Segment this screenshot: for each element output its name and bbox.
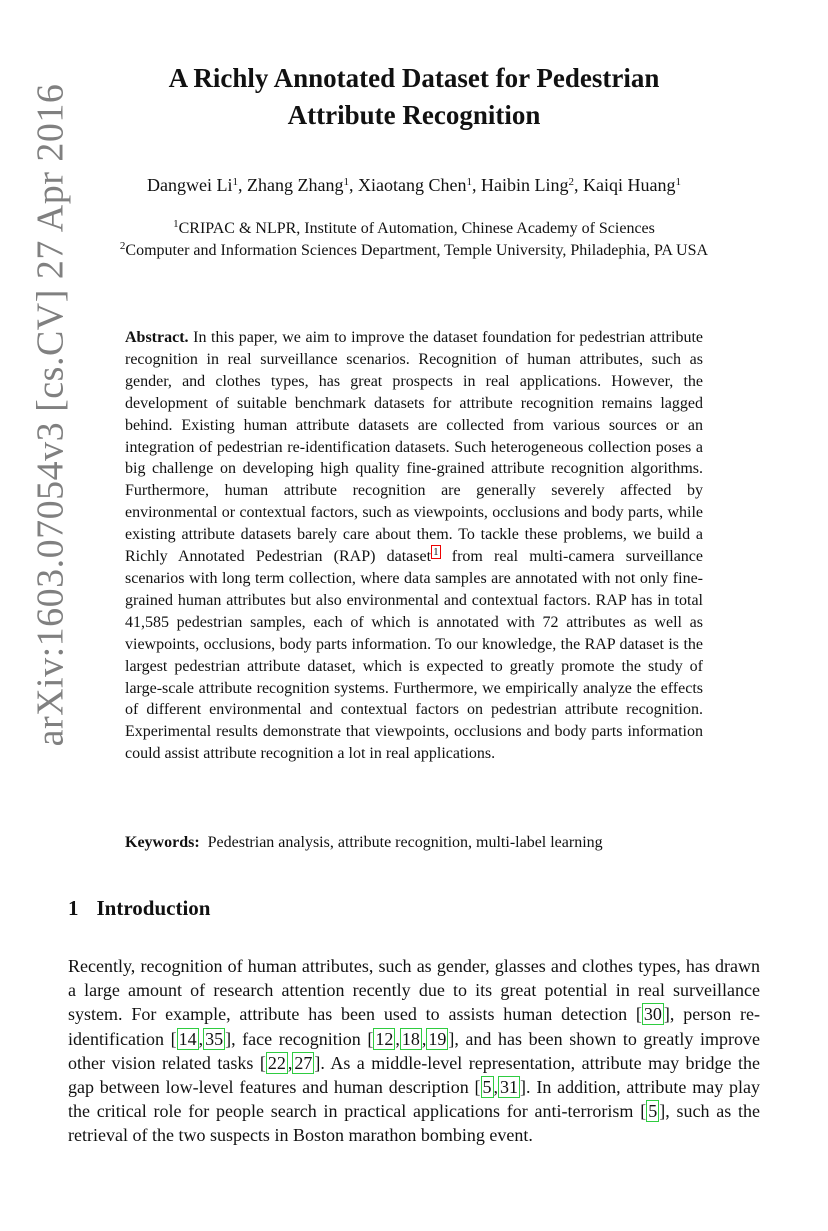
- author-list: Dangwei Li$^1$, Zhang Zhang$^1$, Xiaotang Chen$^1$, Haibin Ling$^2$, Kaiqi Huang$^1$: [147, 175, 681, 195]
- section-title-text: Introduction: [96, 896, 211, 920]
- citation-link[interactable]: 19: [428, 1028, 447, 1049]
- abstract-label: Abstract.: [125, 329, 189, 346]
- title-line-2: Attribute Recognition: [287, 100, 541, 130]
- author-name: Zhang Zhang: [247, 175, 344, 195]
- affiliation-mark: 1: [343, 176, 349, 188]
- affiliation-mark: 1: [675, 176, 681, 188]
- author-name: Xiaotang Chen: [357, 175, 467, 195]
- affiliation-mark: 2: [568, 176, 574, 188]
- keywords-text: Pedestrian analysis, attribute recognition, multi-label learning: [207, 834, 603, 851]
- affiliation-text: CRIPAC & NLPR, Institute of Automation, Chinese Academy of Sciences: [178, 220, 655, 237]
- citation-link[interactable]: 27: [294, 1052, 313, 1073]
- citation-link[interactable]: 22: [267, 1052, 286, 1073]
- citation-link[interactable]: 35: [205, 1028, 224, 1049]
- keywords-label: Keywords:: [125, 834, 200, 851]
- keywords: [125, 832, 725, 854]
- affiliation-text: Computer and Information Sciences Department, Temple University, Philadephia, PA USA: [125, 242, 709, 259]
- affiliation-mark: 2: [119, 240, 126, 252]
- intro-text: Recently, recognition of human attributes, such as gender, glasses and clothes types, has drawn a large amount of research attention recently due to its great potential in real surveillance system. For example, attribute has been used to assists human detection [: [68, 956, 760, 1025]
- citation-link[interactable]: 14: [178, 1028, 197, 1049]
- intro-text: ], face recognition [: [225, 1028, 374, 1049]
- paper-title: [0, 60, 828, 134]
- abstract-text-part-1: In this paper, we aim to improve the dataset foundation for pedestrian attribute recognition in real surveillance scenarios. Recognition of human attributes, such as gender, and clothes types, has great prospects in real applications. However, the development of suitable benchmark datasets for attribute recognition remains lagged behind. Existing human attribute datasets are collected from various sources or an integration of pedestrian re-identification datasets. Such heterogeneous collection poses a big challenge on developing high quality fine-grained attribute recognition algorithms. Furthermore, human attribute recognition are generally severely affected by environmental or contextual factors, such as viewpoints, occlusions and body parts, while existing attribute datasets barely care about them. To tackle these problems, we build a Richly Annotated Pedestrian (RAP) dataset: [125, 329, 703, 566]
- intro-text: ]. In addition, attribute may play the critical role for people search in practical applications for anti-terrorism [: [68, 1077, 760, 1122]
- section-heading: [68, 896, 210, 921]
- arxiv-id-text: arXiv:1603.07054v3 [cs.CV] 27 Apr 2016: [29, 83, 71, 747]
- citation-link[interactable]: 5: [482, 1077, 492, 1098]
- introduction-paragraph: Recently, recognition of human attributes, such as gender, glasses and clothes types, has drawn a large amount of research attention recently due to its great potential in real surveillance system. For example, attribute has been used to assists human detection [ 30 ], person re-identification [ 14 , 35 ], face recognition [ 12 , 18 , 19 ], and has been shown to greatly improve other vision related tasks [ 22 , 27 ]. As a middle-level representation, attribute may bridge the gap between low-level features and human description [ 5 , 31 ]. In addition, attribute may play the critical role for people search in practical applications for anti-terrorism [ 5 ], such as the retrieval of the two suspects in Boston marathon bombing event.: [68, 956, 761, 1146]
- abstract-text-part-2: from real multi-camera surveillance scenarios with long term collection, where data samples are annotated with not only fine-grained human attributes but also environmental and contextual factors. RAP has in total 41,585 pedestrian samples, each of which is annotated with 72 attributes as well as viewpoints, occlusions, body parts information. To our knowledge, the RAP dataset is the largest pedestrian attribute dataset, which is expected to greatly promote the study of large-scale attribute recognition systems. Furthermore, we empirically analyze the effects of different environmental and contextual factors on pedestrian attribute recognition. Experimental results demonstrate that viewpoints, occlusions and body parts information could assist attribute recognition a lot in real applications.: [125, 548, 703, 763]
- abstract: [125, 327, 703, 765]
- affiliation-mark: 1: [232, 176, 239, 188]
- affiliation-line: [0, 218, 828, 240]
- author-name: Dangwei Li: [147, 175, 233, 195]
- citation-link[interactable]: 18: [401, 1028, 420, 1049]
- intro-text: ], person re-identification [: [68, 1004, 760, 1049]
- arxiv-identifier-stamp: [24, 60, 76, 770]
- section-number: 1: [68, 896, 79, 920]
- affiliation-mark: 1: [173, 218, 179, 230]
- author-name: Kaiqi Huang: [582, 175, 676, 195]
- affiliations: [0, 218, 828, 262]
- citation-link[interactable]: 31: [500, 1077, 519, 1098]
- affiliation-mark: 1: [466, 176, 472, 188]
- citation-link[interactable]: 5: [648, 1101, 658, 1122]
- citation-link[interactable]: 30: [643, 1004, 662, 1025]
- affiliation-line: [0, 240, 828, 262]
- intro-text: ]. As a middle-level representation, attribute may bridge the gap between low-level features and human description [: [68, 1052, 761, 1098]
- footnote-link[interactable]: 1: [433, 546, 439, 559]
- title-line-1: A Richly Annotated Dataset for Pedestrian: [168, 63, 660, 93]
- intro-text: ], and has been shown to greatly improve other vision related tasks [: [68, 1028, 760, 1073]
- intro-text: ], such as the retrieval of the two suspects in Boston marathon bombing event.: [68, 1101, 760, 1146]
- citation-link[interactable]: 12: [375, 1028, 394, 1049]
- author-name: Haibin Ling: [480, 175, 569, 195]
